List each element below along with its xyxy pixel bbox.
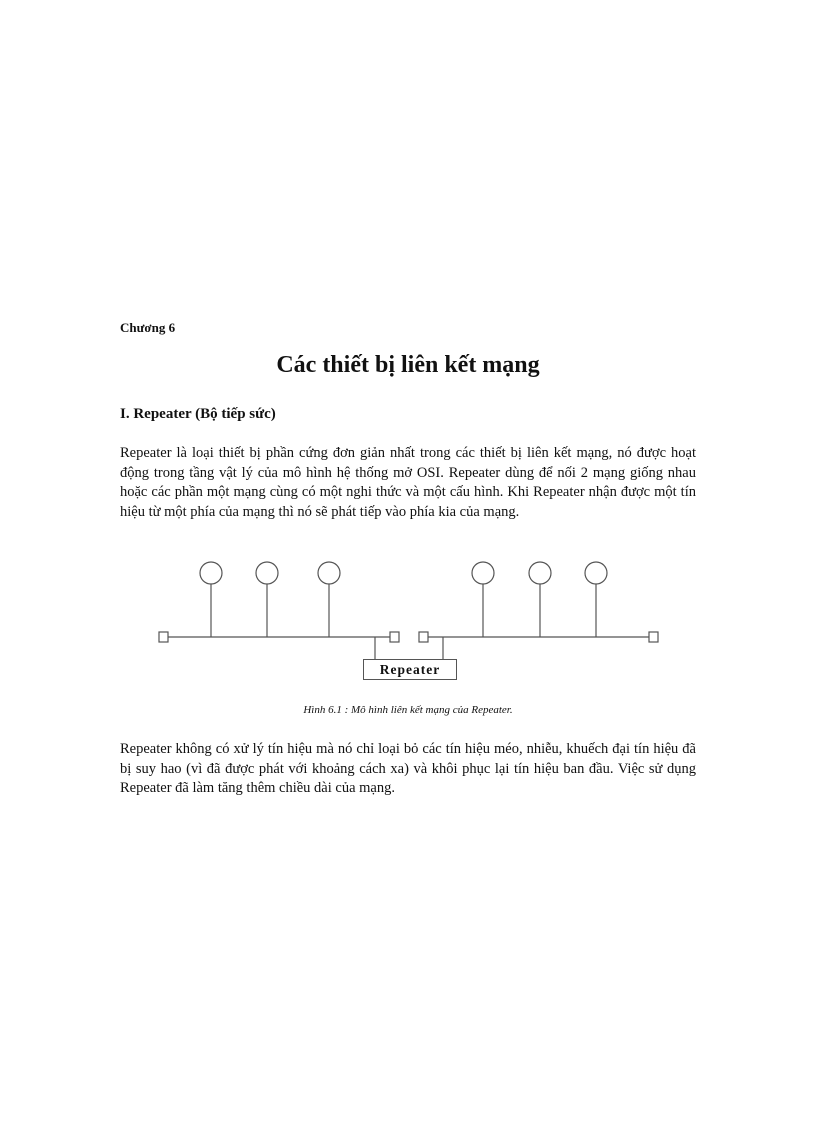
repeater-device-label: Repeater	[363, 659, 457, 680]
repeater-network-diagram	[150, 555, 670, 690]
left-terminator-inner	[390, 632, 399, 642]
left-host-2	[256, 562, 278, 584]
right-terminator-inner	[419, 632, 428, 642]
paragraph-intro: Repeater là loại thiết bị phần cứng đơn giản nhất trong các thiết bị liên kết mạng, nó được hoạt động trong tầng vật lý của mô hình hệ thống mở OSI. Repeater dùng để nối 2 mạng giống nhau hoặc các phần một mạng cùng có một nghi thức và một cấu hình. Khi Repeater nhận được một tín hiệu từ một phía của mạng thì nó sẽ phát tiếp vào phía kia của mạng.	[120, 445, 696, 520]
left-terminator-outer	[159, 632, 168, 642]
left-host-1	[200, 562, 222, 584]
right-terminator-outer	[649, 632, 658, 642]
chapter-title: Các thiết bị liên kết mạng	[276, 352, 540, 378]
right-host-3	[585, 562, 607, 584]
right-host-1	[472, 562, 494, 584]
chapter-label: Chương 6	[120, 320, 176, 335]
left-host-3	[318, 562, 340, 584]
paragraph-function: Repeater không có xử lý tín hiệu mà nó chỉ loại bỏ các tín hiệu méo, nhiễu, khuếch đại tín hiệu đã bị suy hao (vì đã được phát với khoảng cách xa) và khôi phục lại tín hiệu ban đầu. Việc sử dụng Repeater đã làm tăng thêm chiều dài của mạng.	[120, 741, 696, 796]
section-heading: I. Repeater (Bộ tiếp sức)	[120, 406, 276, 422]
figure-caption: Hình 6.1 : Mô hình liên kết mạng của Repeater.	[303, 704, 513, 716]
right-host-2	[529, 562, 551, 584]
